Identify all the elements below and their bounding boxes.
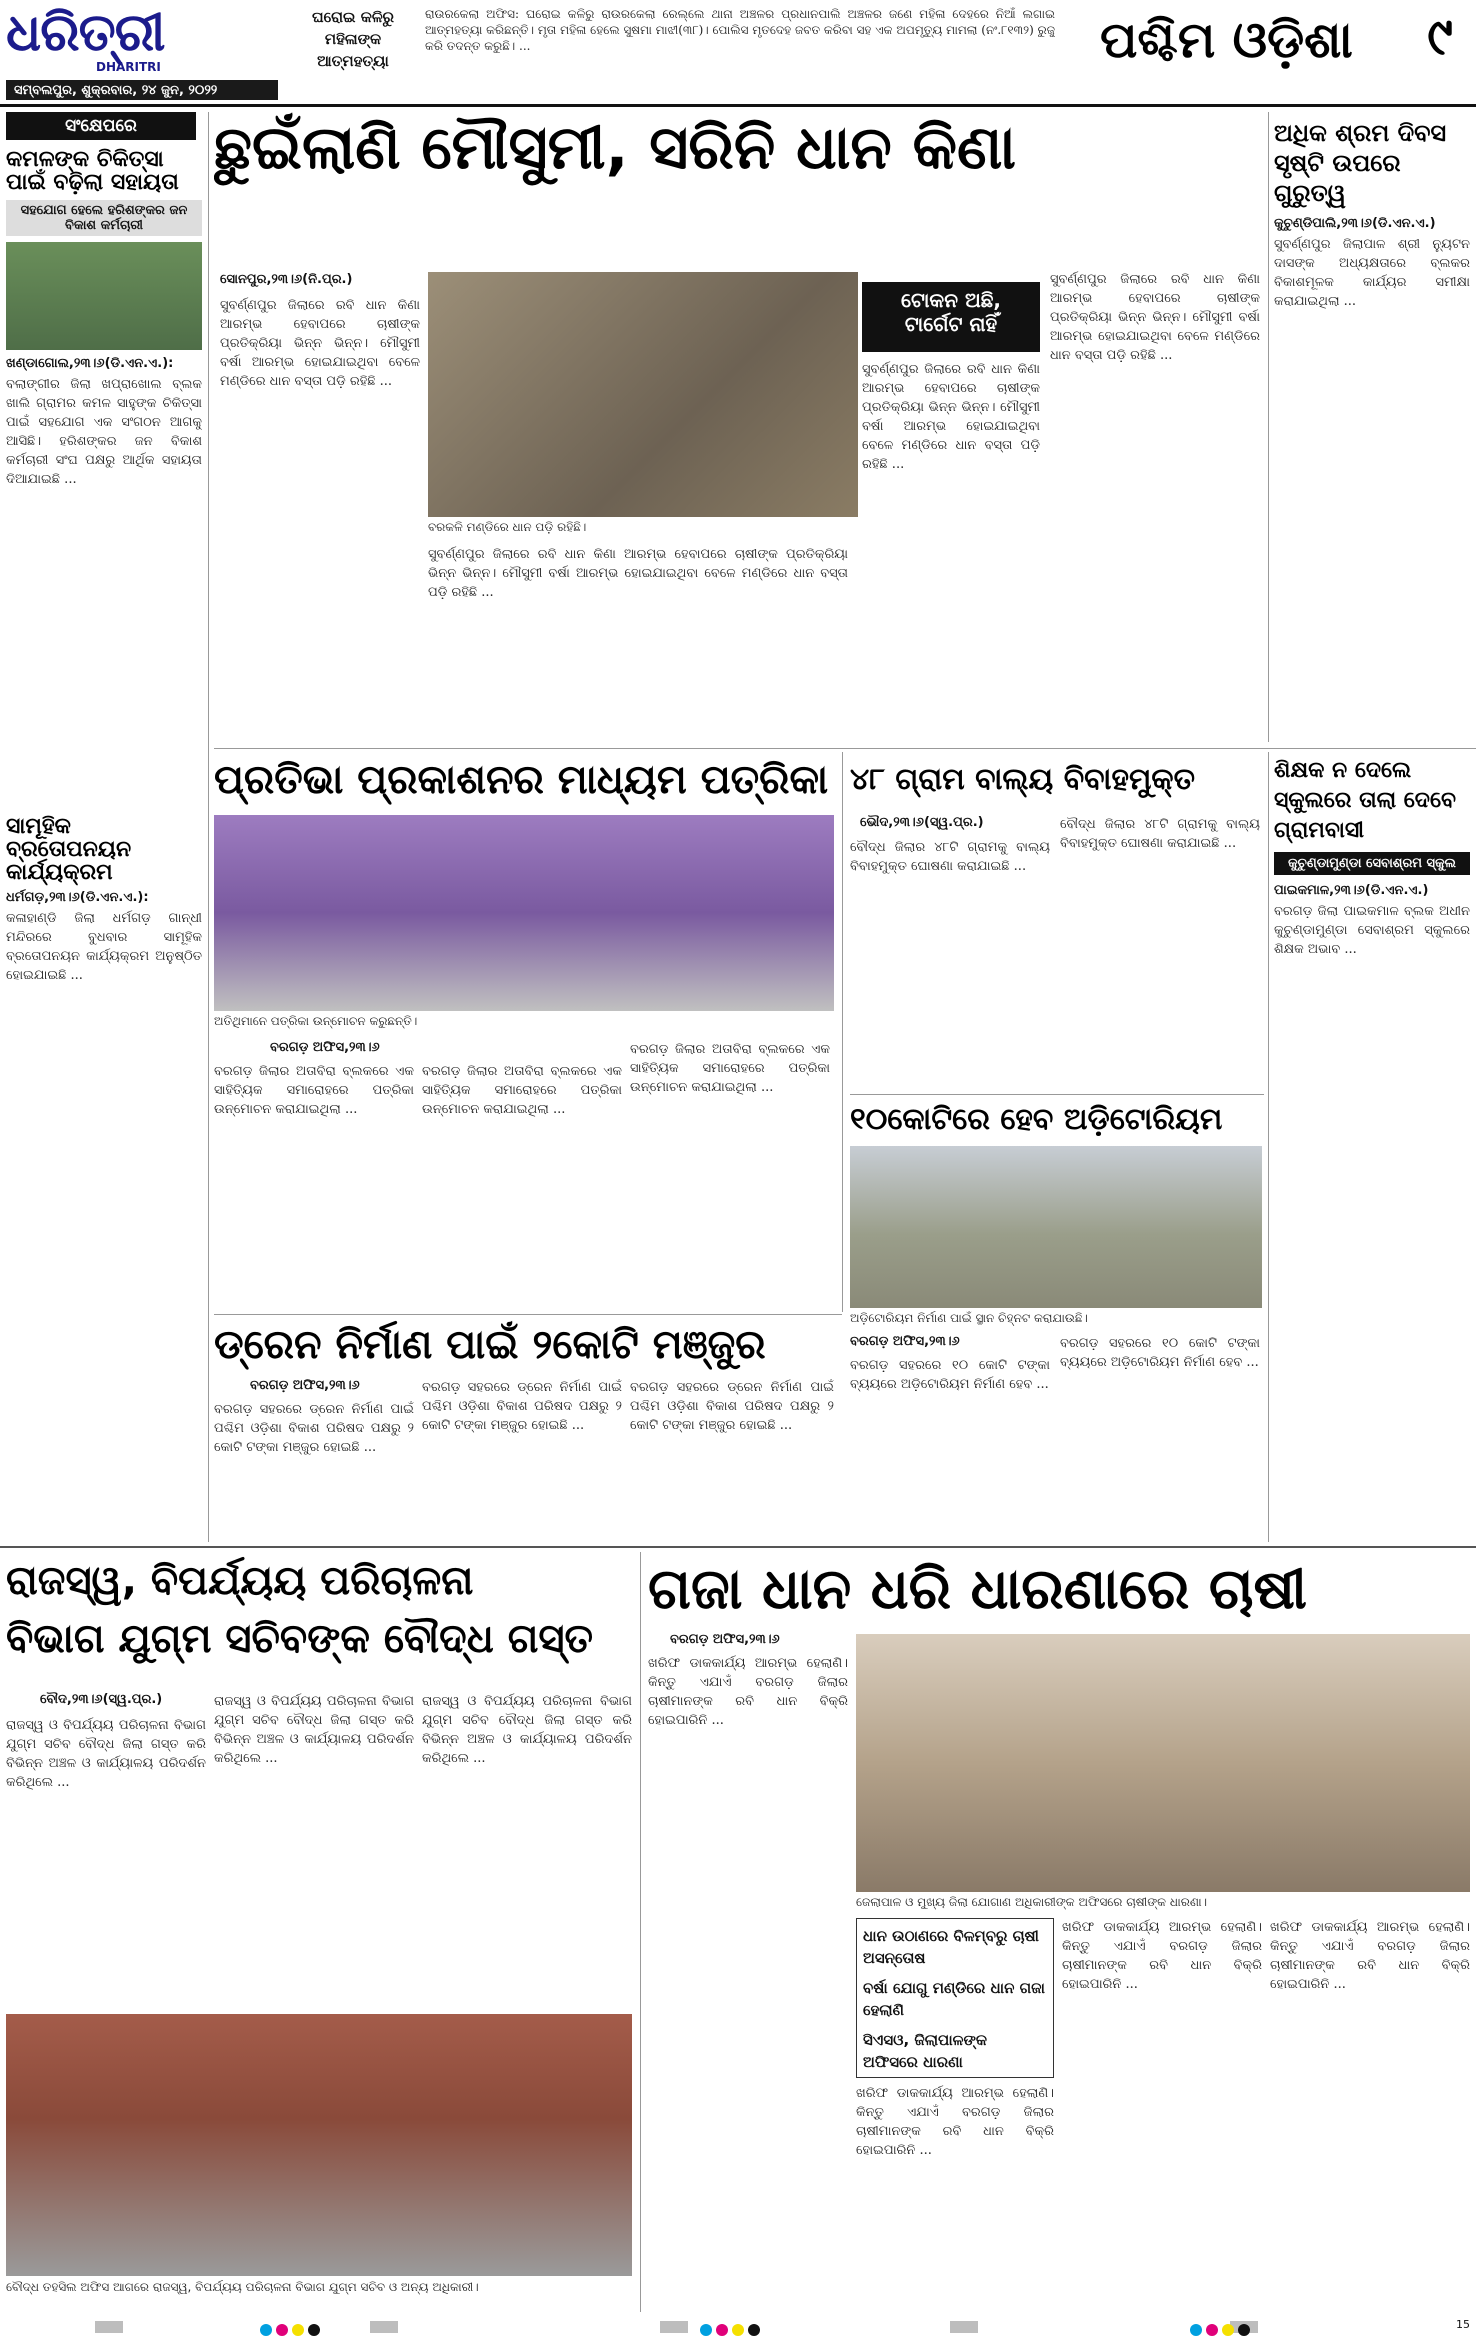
story8-text-col4: ଖରିଫ ଡାକକାର୍ଯ୍ୟ ଆରମ୍ଭ ହେଲାଣି। କିନ୍ତୁ ଏଯାଏଁ ବରଗଡ଼ ଜିଲାର ଚାଷୀମାନଙ୍କ ରବି ଧାନ ବିକ୍ରି ହୋଇପାରିନି ... <box>1270 1920 1470 1992</box>
lead-text-col2: ସୁବର୍ଣ୍ଣପୁର ଜିଲାରେ ରବି ଧାନ କିଣା ଆରମ୍ଭ ହେବାପରେ ଚାଷୀଙ୍କ ପ୍ରତିକ୍ରିୟା ଭିନ୍ନ ଭିନ୍ନ। ମୌସୁମୀ ବର୍ଷା ଆରମ୍ଭ ହୋଇଯାଇଥିବା ବେଳେ ମଣ୍ଡିରେ ଧାନ ବସ୍ତା ପଡ଼ି ରହିଛି ... <box>428 547 848 600</box>
black-dot <box>308 2324 320 2336</box>
logo <box>6 6 276 78</box>
brief1-byline: ଖଣ୍ଡାଗୋଲ,୨୩।୬(ଡି.ଏନ.ଏ.): <box>6 356 174 372</box>
story4-tag: କୁଚୁଣ୍ଡାମୁଣ୍ଡା ସେବାଶ୍ରମ ସ୍କୁଲ <box>1274 852 1470 875</box>
bottom-divider <box>0 1546 1476 1548</box>
magenta-dot <box>276 2324 288 2336</box>
story3-text-col1: ବୌଦ୍ଧ ଜିଲାର ୪୮ଟି ଗ୍ରାମକୁ ବାଲ୍ୟ ବିବାହମୁକ୍ତ ଘୋଷଣା କରାଯାଇଛି ... <box>850 840 1050 874</box>
reg-block-3 <box>660 2321 688 2333</box>
right-col-headline: ଅଧିକ ଶ୍ରମ ଦିବସ ସୃଷ୍ଟି ଉପରେ ଗୁରୁତ୍ୱ <box>1274 119 1447 207</box>
story5-top-divider <box>850 1094 1264 1095</box>
masthead-divider <box>0 104 1476 107</box>
story8-byline: ବରଗଡ଼ ଅଫିସ,୨୩।୬ <box>670 1632 780 1647</box>
sidebar <box>6 112 202 1542</box>
story8-text-col3: ଖରିଫ ଡାକକାର୍ଯ୍ୟ ଆରମ୍ଭ ହେଲାଣି। କିନ୍ତୁ ଏଯାଏଁ ବରଗଡ଼ ଜିଲାର ଚାଷୀମାନଙ୍କ ରବି ଧାନ ବିକ୍ରି ହୋଇପାରିନି ... <box>1062 1920 1262 1992</box>
masthead <box>0 0 1476 100</box>
story7-text-col3: ରାଜସ୍ୱ ଓ ବିପର୍ଯ୍ୟୟ ପରିଚାଳନା ବିଭାଗ ଯୁଗ୍ମ ସଚିବ ବୌଦ୍ଧ ଜିଲା ଗସ୍ତ କରି ବିଭିନ୍ନ ଅଞ୍ଚଳ ଓ କାର୍ଯ୍ୟାଳୟ ପରିଦର୍ଶନ କରିଥିଲେ ... <box>422 1694 632 1766</box>
yellow-dot <box>1222 2324 1234 2336</box>
teaser-text: ରାଉରକେଲା ଅଫିସ: ଘରୋଇ କଳିରୁ ରାଉରକେଲା ରେଲ୍ଲେ ଥାନା ଅଞ୍ଚଳର ପ୍ରଧାନପାଲି ଅଞ୍ଚଳର ଜଣେ ମହିଳା ଦେହରେ ନିଆଁ ଲଗାଇ ଆତ୍ମହତ୍ୟା କରିଛନ୍ତି। ମୃତା ମହିଳା ହେଲେ ସୁଷମା ମାଝୀ(୩୮)। ପୋଲିସ ମୃତଦେହ ଜବତ କରିବା ସହ ଏକ ଅପମୃତ୍ୟୁ ମାମଲା (ନଂ.୮୧୩୨) ରୁଜୁ କରି ତଦନ୍ତ କରୁଛି। ... <box>425 7 1055 53</box>
lead-photo <box>428 272 858 517</box>
reg-block-1 <box>95 2321 123 2333</box>
brief2-text: କଳାହାଣ୍ଡି ଜିଲା ଧର୍ମଗଡ଼ ଗାନ୍ଧୀ ମନ୍ଦିରରେ ବୁଧବାର ସାମୂହିକ ବ୍ରତୋପନୟନ କାର୍ଯ୍ୟକ୍ରମ ଅନୁଷ୍ଠିତ ହୋଇଯାଇଛି ... <box>6 911 202 984</box>
story5-text-col1: ବରଗଡ଼ ସହରରେ ୧୦ କୋଟି ଟଙ୍କା ବ୍ୟୟରେ ଅଡ଼ିଟୋରିୟମ ନିର୍ମାଣ ହେବ ... <box>850 1358 1050 1392</box>
story3-byline: ଭୌଦ,୨୩।୬(ସ୍ୱ.ପ୍ର.) <box>860 815 984 830</box>
page-number: ୯ <box>1427 10 1453 67</box>
color-dots-3 <box>1190 2321 1254 2339</box>
yellow-dot <box>732 2324 744 2336</box>
story4-byline: ପାଇକମାଳ,୨୩।୬(ଡି.ଏନ.ଏ.) <box>1274 883 1429 898</box>
story3-headline: ୪୮ ଗ୍ରାମ ବାଲ୍ୟ ବିବାହମୁକ୍ତ <box>850 762 1195 797</box>
brief1-text: ବଲାଙ୍ଗୀର ଜିଲା ଖପ୍ରାଖୋଲ ବ୍ଲକ ଖାଲି ଗ୍ରାମର କମଳ ସାହୁଙ୍କ ଚିକିତ୍ସା ପାଇଁ ସହଯୋଗ ଏକ ସଂଗଠନ ଆଗକୁ ଆସିଛି। ହରିଶଙ୍କର ଜନ ବିକାଶ କର୍ମଚାରୀ ସଂଘ ପକ୍ଷରୁ ଆର୍ଥିକ ସହାୟତା ଦିଆଯାଇଛି ... <box>6 377 202 488</box>
story7-text-col2: ରାଜସ୍ୱ ଓ ବିପର୍ଯ୍ୟୟ ପରିଚାଳନା ବିଭାଗ ଯୁଗ୍ମ ସଚିବ ବୌଦ୍ଧ ଜିଲା ଗସ୍ତ କରି ବିଭିନ୍ନ ଅଞ୍ଚଳ ଓ କାର୍ଯ୍ୟାଳୟ ପରିଦର୍ଶନ କରିଥିଲେ ... <box>214 1694 414 1766</box>
story5-photo <box>850 1146 1262 1308</box>
story7-photo <box>6 2014 632 2276</box>
right-col-text: ସୁବର୍ଣ୍ଣପୁର ଜିଲାପାଳ ଶ୍ରୀ ନ୍ୟୁଟନ ଦାସଙ୍କ ଅଧ୍ୟକ୍ଷତାରେ ବ୍ଲକର ବିକାଶମୂଳକ କାର୍ଯ୍ୟର ସମୀକ୍ଷା କରାଯାଇଥିଲା ... <box>1274 237 1470 309</box>
story5-text-col2: ବରଗଡ଼ ସହରରେ ୧୦ କୋଟି ଟଙ୍କା ବ୍ୟୟରେ ଅଡ଼ିଟୋରିୟମ ନିର୍ମାଣ ହେବ ... <box>1060 1336 1260 1370</box>
footer-page-num: 15 <box>1456 2318 1470 2331</box>
story6-text-col1: ବରଗଡ଼ ସହରରେ ଡ୍ରେନ ନିର୍ମାଣ ପାଇଁ ପଶ୍ଚିମ ଓଡ଼ିଶା ବିକାଶ ପରିଷଦ ପକ୍ଷରୁ ୨ କୋଟି ଟଙ୍କା ମଞ୍ଜୁର ହୋଇଛି ... <box>214 1402 414 1455</box>
sidebar-label: ସଂକ୍ଷେପରେ <box>6 112 196 140</box>
lead-byline: ସୋନପୁର,୨୩।୬(ନି.ପ୍ର.) <box>220 272 353 287</box>
lead-headline: ଛୁଇଁଲାଣି ମୌସୁମୀ, ସରିନି ଧାନ କିଣା <box>214 113 1016 183</box>
footer-registration-marks <box>0 2316 1476 2339</box>
story8-bullet2: ବର୍ଷା ଯୋଗୁ ମଣ୍ଡିରେ ଧାନ ଗଜା ହେଲାଣି <box>863 1979 1045 2019</box>
story6-text-col2: ବରଗଡ଼ ସହରରେ ଡ୍ରେନ ନିର୍ମାଣ ପାଇଁ ପଶ୍ଚିମ ଓଡ଼ିଶା ବିକାଶ ପରିଷଦ ପକ୍ଷରୁ ୨ କୋଟି ଟଙ୍କା ମଞ୍ଜୁର ହୋଇଛି ... <box>422 1380 622 1433</box>
lead-text-col4: ସୁବର୍ଣ୍ଣପୁର ଜିଲାରେ ରବି ଧାନ କିଣା ଆରମ୍ଭ ହେବାପରେ ଚାଷୀଙ୍କ ପ୍ରତିକ୍ରିୟା ଭିନ୍ନ ଭିନ୍ନ। ମୌସୁମୀ ବର୍ଷା ଆରମ୍ଭ ହୋଇଯାଇଥିବା ବେଳେ ମଣ୍ଡିରେ ଧାନ ବସ୍ତା ପଡ଼ି ରହିଛି ... <box>1050 272 1260 363</box>
story2-divider <box>842 752 843 1312</box>
story2-headline: ପ୍ରତିଭା ପ୍ରକାଶନର ମାଧ୍ୟମ ପତ୍ରିକା <box>214 757 829 803</box>
brief2-byline: ଧର୍ମଗଡ଼,୨୩।୬(ଡି.ଏନ.ଏ.): <box>6 890 149 906</box>
story5-headline: ୧୦କୋଟିରେ ହେବ ଅଡ଼ିଟୋରିୟମ <box>850 1102 1223 1137</box>
story7-byline: ବୌଦ,୨୩।୬(ସ୍ୱ.ପ୍ର.) <box>40 1692 163 1707</box>
lead-text-col3: ସୁବର୍ଣ୍ଣପୁର ଜିଲାରେ ରବି ଧାନ କିଣା ଆରମ୍ଭ ହେବାପରେ ଚାଷୀଙ୍କ ପ୍ରତିକ୍ରିୟା ଭିନ୍ନ ଭିନ୍ନ। ମୌସୁମୀ ବର୍ଷା ଆରମ୍ଭ ହୋଇଯାଇଥିବା ବେଳେ ମଣ୍ଡିରେ ଧାନ ବସ୍ତା ପଡ଼ି ରହିଛି ... <box>862 362 1040 472</box>
story7-text-col1: ରାଜସ୍ୱ ଓ ବିପର୍ଯ୍ୟୟ ପରିଚାଳନା ବିଭାଗ ଯୁଗ୍ମ ସଚିବ ବୌଦ୍ଧ ଜିଲା ଗସ୍ତ କରି ବିଭିନ୍ନ ଅଞ୍ଚଳ ଓ କାର୍ଯ୍ୟାଳୟ ପରିଦର୍ଶନ କରିଥିଲେ ... <box>6 1718 206 1790</box>
story4 <box>1274 756 1470 1541</box>
yellow-dot <box>292 2324 304 2336</box>
lead-tag-line2: ଟାର୍ଗେଟ ନାହିଁ <box>904 312 998 336</box>
story8-text-col1: ଖରିଫ ଡାକକାର୍ଯ୍ୟ ଆରମ୍ଭ ହେଲାଣି। କିନ୍ତୁ ଏଯାଏଁ ବରଗଡ଼ ଜିଲାର ଚାଷୀମାନଙ୍କ ରବି ଧାନ ବିକ୍ରି ହୋଇପାରିନି ... <box>648 1656 848 1728</box>
story5-caption: ଅଡ଼ିଟୋରିୟମ ନିର୍ମାଣ ପାଇଁ ସ୍ଥାନ ଚିହ୍ନଟ କରାଯାଉଛି। <box>850 1311 1088 1325</box>
color-dots-2 <box>700 2321 764 2339</box>
story8-text-col2: ଖରିଫ ଡାକକାର୍ଯ୍ୟ ଆରମ୍ଭ ହେଲାଣି। କିନ୍ତୁ ଏଯାଏଁ ବରଗଡ଼ ଜିଲାର ଚାଷୀମାନଙ୍କ ରବି ଧାନ ବିକ୍ରି ହୋଇପାରିନି ... <box>856 2086 1054 2158</box>
right-col-byline: କୁଚୁଣ୍ଡିପାଲି,୨୩।୬(ଡି.ଏନ.ଏ.) <box>1274 216 1436 231</box>
story6-headline: ଡ୍ରେନ ନିର୍ମାଣ ପାଇଁ ୨କୋଟି ମଞ୍ଜୁର <box>214 1322 766 1368</box>
row1-divider <box>214 748 1476 749</box>
story4-text: ବରଗଡ଼ ଜିଲା ପାଇକମାଳ ବ୍ଲକ ଅଧୀନ କୁଚୁଣ୍ଡାମୁଣ୍ଡା ସେବାଶ୍ରମ ସ୍କୁଲରେ ଶିକ୍ଷକ ଅଭାବ ... <box>1274 904 1470 957</box>
story2-text-col1: ବରଗଡ଼ ଜିଲାର ଅତାବିରା ବ୍ଲକରେ ଏକ ସାହିତ୍ୟିକ ସମାରୋହରେ ପତ୍ରିକା ଉନ୍ମୋଚନ କରାଯାଇଥିଲା ... <box>214 1064 414 1117</box>
teaser-title: ଘରୋଇ କଳିରୁ ମହିଳାଙ୍କ ଆତ୍ମହତ୍ୟା <box>311 8 395 70</box>
story2-byline: ବରଗଡ଼ ଅଫିସ,୨୩।୬ <box>270 1040 380 1055</box>
magenta-dot <box>716 2324 728 2336</box>
lead-text-col1: ସୁବର୍ଣ୍ଣପୁର ଜିଲାରେ ରବି ଧାନ କିଣା ଆରମ୍ଭ ହେବାପରେ ଚାଷୀଙ୍କ ପ୍ରତିକ୍ରିୟା ଭିନ୍ନ ଭିନ୍ନ। ମୌସୁମୀ ବର୍ଷା ଆରମ୍ଭ ହୋଇଯାଇଥିବା ବେଳେ ମଣ୍ଡିରେ ଧାନ ବସ୍ତା ପଡ଼ି ରହିଛି ... <box>220 298 420 389</box>
story2-photo <box>214 815 834 1011</box>
brief1-sub: ସହଯୋଗ ହେଲେ ହରିଶଙ୍କର ଜନ ବିକାଶ କର୍ମଚାରୀ <box>6 200 202 236</box>
story7-caption: ବୌଦ୍ଧ ତହସିଲ ଅଫିସ ଆଗରେ ରାଜସ୍ୱ, ବିପର୍ଯ୍ୟୟ ପରିଚାଳନା ବିଭାଗ ଯୁଗ୍ମ ସଚିବ ଓ ଅନ୍ୟ ଅଧିକାରୀ। <box>6 2280 479 2294</box>
right-col-divider <box>1268 112 1269 742</box>
date-bar: ସମ୍ବଲପୁର, ଶୁକ୍ରବାର, ୨୪ ଜୁନ, ୨୦୨୨ <box>6 80 278 100</box>
story7-headline-line2: ବିଭାଗ ଯୁଗ୍ମ ସଚିବଙ୍କ ବୌଦ୍ଧ ଗସ୍ତ <box>6 1616 594 1662</box>
lead-tag-line1: ଟୋକନ ଅଛି, <box>900 288 1002 312</box>
brief2-title: ସାମୂହିକ ବ୍ରତୋପନୟନ କାର୍ଯ୍ୟକ୍ରମ <box>6 814 132 886</box>
story8-caption: ଜେଲାପାଳ ଓ ମୁଖ୍ୟ ଜିଲା ଯୋଗାଣ ଅଧିକାରୀଙ୍କ ଅଫିସରେ ଚାଷୀଙ୍କ ଧାରଣା। <box>856 1895 1208 1909</box>
story7-headline-line1: ରାଜସ୍ୱ, ବିପର୍ଯ୍ୟୟ ପରିଚାଳନା <box>6 1558 474 1604</box>
story4-divider <box>1268 752 1269 1542</box>
black-dot <box>1238 2324 1250 2336</box>
story8-bullets <box>856 1918 1054 2078</box>
sidebar-divider <box>208 112 209 1542</box>
logo-sub: DHARITRI <box>96 60 161 74</box>
cyan-dot <box>700 2324 712 2336</box>
cyan-dot <box>260 2324 272 2336</box>
story6-text-col3: ବରଗଡ଼ ସହରରେ ଡ୍ରେନ ନିର୍ମାଣ ପାଇଁ ପଶ୍ଚିମ ଓଡ଼ିଶା ବିକାଶ ପରିଷଦ ପକ୍ଷରୁ ୨ କୋଟି ଟଙ୍କା ମଞ୍ଜୁର ହୋଇଛି ... <box>630 1380 834 1433</box>
section-title: ପଶ୍ଚିମ ଓଡ଼ିଶା <box>1100 14 1353 69</box>
story6-byline: ବରଗଡ଼ ଅଫିସ,୨୩।୬ <box>250 1378 360 1393</box>
right-col-story <box>1274 118 1470 738</box>
story8-headline: ଗଜା ଧାନ ଧରି ଧାରଣାରେ ଚାଷୀ <box>648 1557 1307 1622</box>
reg-block-4 <box>950 2321 978 2333</box>
brief1-photo <box>6 242 202 350</box>
logo-text: ଧରିତ୍ରୀ <box>6 6 165 63</box>
story2-text-col2: ବରଗଡ଼ ଜିଲାର ଅତାବିରା ବ୍ଲକରେ ଏକ ସାହିତ୍ୟିକ ସମାରୋହରେ ପତ୍ରିକା ଉନ୍ମୋଚନ କରାଯାଇଥିଲା ... <box>422 1064 622 1117</box>
lead-photo-caption: ବରକଳି ମଣ୍ଡିରେ ଧାନ ପଡ଼ି ରହିଛି। <box>428 520 587 534</box>
story2-text-col3: ବରଗଡ଼ ଜିଲାର ଅତାବିରା ବ୍ଲକରେ ଏକ ସାହିତ୍ୟିକ ସମାରୋହରେ ପତ୍ରିକା ଉନ୍ମୋଚନ କରାଯାଇଥିଲା ... <box>630 1042 830 1095</box>
story6-top-divider <box>214 1314 842 1315</box>
cyan-dot <box>1190 2324 1202 2336</box>
story7-divider <box>640 1552 641 2312</box>
reg-block-2 <box>370 2321 398 2333</box>
story2-caption: ଅତିଥିମାନେ ପତ୍ରିକା ଉନ୍ମୋଚନ କରୁଛନ୍ତି। <box>214 1014 418 1028</box>
story4-headline: ଶିକ୍ଷକ ନ ଦେଲେ ସ୍କୁଲରେ ତାଲା ଦେବେ ଗ୍ରାମବାସୀ <box>1274 758 1456 843</box>
story8-photo <box>856 1634 1470 1892</box>
story3-text-col2: ବୌଦ୍ଧ ଜିଲାର ୪୮ଟି ଗ୍ରାମକୁ ବାଲ୍ୟ ବିବାହମୁକ୍ତ ଘୋଷଣା କରାଯାଇଛି ... <box>1060 817 1260 851</box>
story8-bullet3: ସିଏସଓ, ଜିଲାପାଳଙ୍କ ଅଫିସରେ ଧାରଣା <box>863 2031 988 2071</box>
black-dot <box>748 2324 760 2336</box>
color-dots-1 <box>260 2321 324 2339</box>
lead-tag <box>862 282 1040 352</box>
brief1-title: କମଳଙ୍କ ଚିକିତ୍ସା ପାଇଁ ବଢ଼ିଲା ସହାୟତା <box>6 147 179 196</box>
magenta-dot <box>1206 2324 1218 2336</box>
story8-bullet1: ଧାନ ଉଠାଣରେ ବିଳମ୍ବରୁ ଚାଷୀ ଅସନ୍ତୋଷ <box>863 1927 1039 1967</box>
story5-byline: ବରଗଡ଼ ଅଫିସ,୨୩।୬ <box>850 1334 960 1349</box>
